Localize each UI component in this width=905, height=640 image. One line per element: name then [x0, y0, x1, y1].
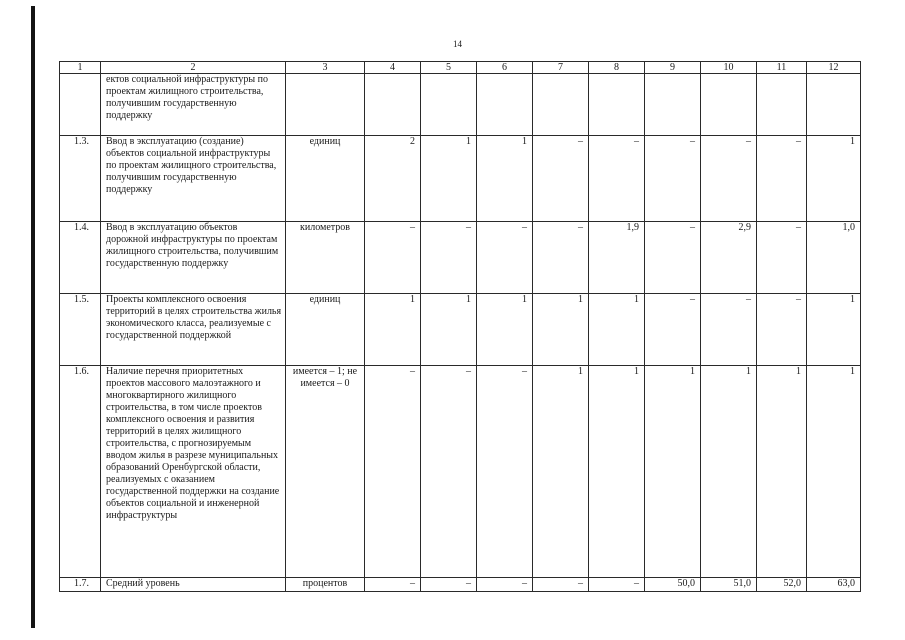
value-cell: [807, 74, 861, 136]
unit-cell: [286, 74, 365, 136]
value-cell: 1: [807, 294, 861, 366]
header-cell: 8: [589, 62, 645, 74]
row-number: 1.5.: [60, 294, 101, 366]
value-cell: –: [589, 136, 645, 222]
value-cell: [701, 74, 757, 136]
value-cell: –: [757, 222, 807, 294]
table-row: [60, 136, 861, 222]
value-cell: 1: [701, 366, 757, 578]
value-cell: –: [533, 222, 589, 294]
value-cell: 1: [807, 366, 861, 578]
header-cell: 12: [807, 62, 861, 74]
value-cell: 1: [365, 294, 421, 366]
value-cell: 1: [533, 294, 589, 366]
value-cell: –: [421, 366, 477, 578]
value-cell: [589, 74, 645, 136]
value-cell: 50,0: [645, 578, 701, 592]
value-cell: [645, 74, 701, 136]
value-cell: –: [757, 136, 807, 222]
value-cell: –: [477, 366, 533, 578]
header-cell: 4: [365, 62, 421, 74]
row-number: 1.7.: [60, 578, 101, 592]
indicator-name: ектов социальной инфраструктуры по проектам жилищного строительства, получившим государственную поддержку: [101, 74, 286, 136]
header-cell: 7: [533, 62, 589, 74]
row-number: 1.4.: [60, 222, 101, 294]
value-cell: 1: [807, 136, 861, 222]
table-row: [60, 74, 861, 136]
value-cell: –: [701, 294, 757, 366]
value-cell: –: [645, 294, 701, 366]
value-cell: [477, 74, 533, 136]
value-cell: 63,0: [807, 578, 861, 592]
value-cell: 1: [477, 136, 533, 222]
value-cell: –: [421, 578, 477, 592]
value-cell: –: [645, 222, 701, 294]
value-cell: –: [365, 578, 421, 592]
table-row: [60, 222, 861, 294]
value-cell: 1: [477, 294, 533, 366]
header-cell: 9: [645, 62, 701, 74]
value-cell: –: [701, 136, 757, 222]
page-number: 14: [453, 39, 462, 49]
unit-cell: имеется – 1; не имеется – 0: [286, 366, 365, 578]
binding-edge: [31, 6, 35, 628]
value-cell: –: [757, 294, 807, 366]
value-cell: 1: [589, 294, 645, 366]
table-row: [60, 578, 861, 592]
value-cell: –: [365, 222, 421, 294]
unit-cell: километров: [286, 222, 365, 294]
value-cell: 1: [421, 136, 477, 222]
value-cell: –: [365, 366, 421, 578]
value-cell: 1: [421, 294, 477, 366]
value-cell: –: [533, 578, 589, 592]
indicators-table: [59, 61, 861, 592]
row-number: 1.3.: [60, 136, 101, 222]
value-cell: 1: [645, 366, 701, 578]
table-header-row: [60, 62, 861, 74]
value-cell: 1: [533, 366, 589, 578]
header-cell: 10: [701, 62, 757, 74]
value-cell: [757, 74, 807, 136]
value-cell: 1: [757, 366, 807, 578]
value-cell: [421, 74, 477, 136]
row-number: 1.6.: [60, 366, 101, 578]
value-cell: 52,0: [757, 578, 807, 592]
indicator-name: Проекты комплексного освоения территорий в целях строительства жилья экономического класса, реализуемые с государственной поддержкой: [101, 294, 286, 366]
table-row: [60, 294, 861, 366]
header-cell: 2: [101, 62, 286, 74]
value-cell: 1,9: [589, 222, 645, 294]
table-row: [60, 366, 861, 578]
value-cell: [365, 74, 421, 136]
value-cell: –: [533, 136, 589, 222]
value-cell: –: [477, 578, 533, 592]
header-cell: 6: [477, 62, 533, 74]
header-cell: 11: [757, 62, 807, 74]
value-cell: [533, 74, 589, 136]
value-cell: 2: [365, 136, 421, 222]
value-cell: 2,9: [701, 222, 757, 294]
value-cell: 1: [589, 366, 645, 578]
value-cell: 1,0: [807, 222, 861, 294]
value-cell: 51,0: [701, 578, 757, 592]
indicator-name: Ввод в эксплуатацию (создание) объектов социальной инфраструктуры по проектам жилищного строительства, получившим государственную поддержку: [101, 136, 286, 222]
row-number: [60, 74, 101, 136]
header-cell: 3: [286, 62, 365, 74]
value-cell: –: [645, 136, 701, 222]
indicator-name: Ввод в эксплуатацию объектов дорожной инфраструктуры по проектам жилищного строительства, получившим государственную поддержку: [101, 222, 286, 294]
unit-cell: процентов: [286, 578, 365, 592]
unit-cell: единиц: [286, 294, 365, 366]
indicator-name: Наличие перечня приоритетных проектов массового малоэтажного и многоквартирного жилищного строительства, в том числе проектов комплексного освоения и развития территорий в целях жилищного строительства, с прогнозируемым вводом жилья в разрезе муниципальных образований Оренбургской области, реализуемых с оказанием государственной поддержки на создание объектов социальной и инженерной инфраструктуры: [101, 366, 286, 578]
header-cell: 5: [421, 62, 477, 74]
header-cell: 1: [60, 62, 101, 74]
unit-cell: единиц: [286, 136, 365, 222]
value-cell: –: [421, 222, 477, 294]
indicator-name: Средний уровень: [101, 578, 286, 592]
value-cell: –: [589, 578, 645, 592]
value-cell: –: [477, 222, 533, 294]
